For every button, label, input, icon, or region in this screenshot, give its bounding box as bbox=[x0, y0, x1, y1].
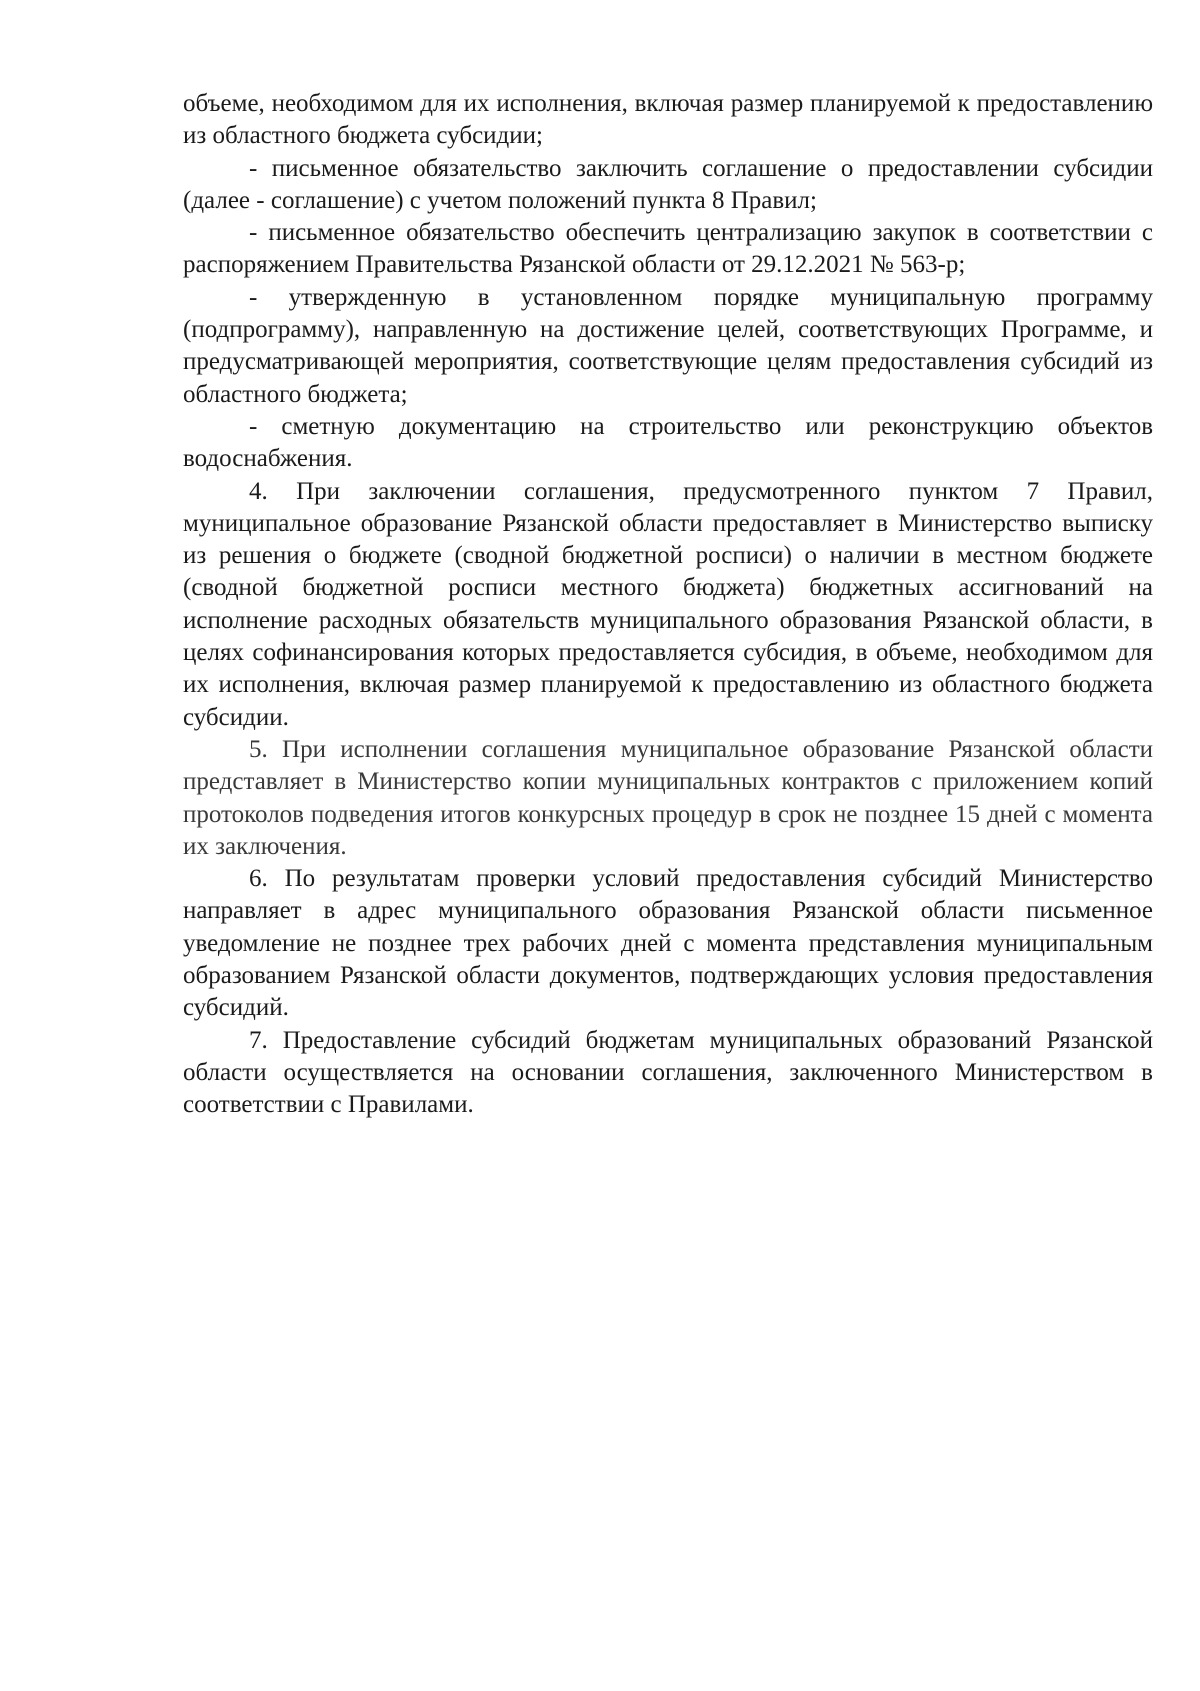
paragraph-item-6: 6. По результатам проверки условий предоставления субсидий Министерство направляет в адрес муниципального образования Рязанской области письменное уведомление не позднее трех рабочих дней с момента представления муниципальным образованием Рязанской области документов, подтверждающих условия предоставления субсидий. bbox=[183, 865, 1153, 1022]
paragraph-estimate-documentation: - сметную документацию на строительство или реконструкцию объектов водоснабжения. bbox=[183, 412, 1153, 473]
paragraph-item-5: 5. При исполнении соглашения муниципальное образование Рязанской области представляет в Министерство копии муниципальных контрактов с приложением копий протоколов подведения итогов конкурсных процедур в срок не позднее 15 дней с момента их заключения. bbox=[183, 735, 1153, 860]
document-body bbox=[183, 88, 1153, 1122]
paragraph-obligation-procurement: - письменное обязательство обеспечить централизацию закупок в соответствии с распоряжением Правительства Рязанской области от 29.12.2021 № 563-р; bbox=[183, 219, 1153, 279]
paragraph-obligation-agreement: - письменное обязательство заключить соглашение о предоставлении субсидии (далее - соглашение) с учетом положений пункта 8 Правил; bbox=[183, 154, 1153, 214]
paragraph-item-4: 4. При заключении соглашения, предусмотренного пунктом 7 Правил, муниципальное образование Рязанской области предоставляет в Министерство выписку из решения о бюджете (сводной бюджетной росписи) о наличии в местном бюджете (сводной бюджетной росписи местного бюджета) бюджетных ассигнований на исполнение расходных обязательств муниципального образования Рязанской области, в целях софинансирования которых предоставляется субсидия, в объеме, необходимом для их исполнения, включая размер планируемой к предоставлению из областного бюджета субсидии. bbox=[183, 477, 1153, 731]
paragraph-continuation: объеме, необходимом для их исполнения, включая размер планируемой к предоставлению из областного бюджета субсидии; bbox=[183, 90, 1153, 150]
paragraph-item-7: 7. Предоставление субсидий бюджетам муниципальных образований Рязанской области осуществляется на основании соглашения, заключенного Министерством в соответствии с Правилами. bbox=[183, 1026, 1153, 1119]
paragraph-municipal-program: - утвержденную в установленном порядке муниципальную программу (подпрограмму), направленную на достижение целей, соответствующих Программе, и предусматривающей мероприятия, соответствующие целям предоставления субсидий из областного бюджета; bbox=[183, 283, 1153, 408]
